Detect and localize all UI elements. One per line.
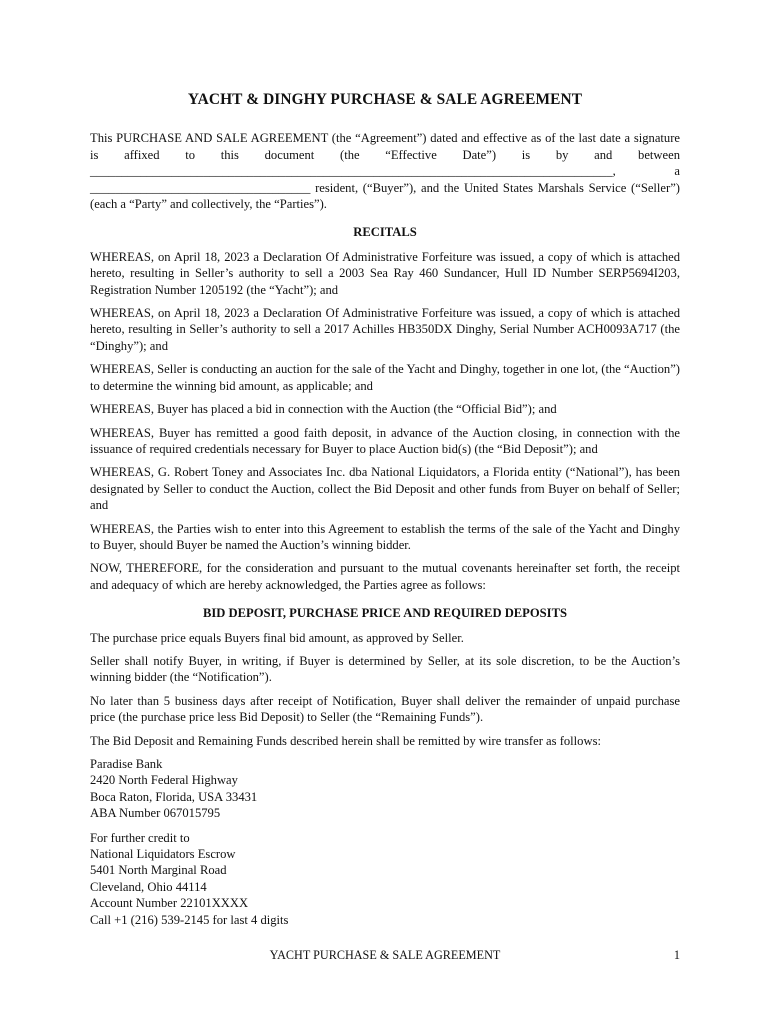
recital-paragraph: WHEREAS, G. Robert Toney and Associates Inc. dba National Liquidators, a Florida entity (“National”), has been designated by Seller to conduct the Auction, collect the Bid Deposit and other funds from Buyer on behalf of Seller; and xyxy=(90,465,680,513)
address-line: National Liquidators Escrow xyxy=(90,847,236,862)
recital-paragraph: WHEREAS, on April 18, 2023 a Declaration Of Administrative Forfeiture was issued, a copy of which is attached hereto, resulting in Seller’s authority to sell a 2003 Sea Ray 460 Sundancer, Hull ID Number SERP5694I203, Registration Number 1205192 (the “Yacht”); and xyxy=(90,249,680,297)
section-paragraph: The Bid Deposit and Remaining Funds described herein shall be remitted by wire transfer as follows: xyxy=(90,733,601,748)
address-line: Paradise Bank xyxy=(90,757,163,771)
recitals-heading: RECITALS xyxy=(353,225,417,240)
section-paragraph: No later than 5 business days after receipt of Notification, Buyer shall deliver the remainder of unpaid purchase price (the purchase price less Bid Deposit) to Seller (the “Remaining Funds”). xyxy=(90,693,680,725)
recital-paragraph: WHEREAS, the Parties wish to enter into this Agreement to establish the terms of the sale of the Yacht and Dinghy to Buyer, should Buyer be named the Auction’s winning bidder. xyxy=(90,521,680,552)
bank-address-block xyxy=(90,756,680,822)
address-line: Cleveland, Ohio 44114 xyxy=(90,879,207,894)
address-line: 2420 North Federal Highway xyxy=(90,773,238,788)
address-line: Account Number 22101XXXX xyxy=(90,896,249,911)
document-body xyxy=(90,92,680,936)
section-paragraph: The purchase price equals Buyers final bid amount, as approved by Seller. xyxy=(90,630,464,645)
recital-paragraph: WHEREAS, Buyer has placed a bid in connection with the Auction (the “Official Bid”); and xyxy=(90,402,557,417)
document-title: YACHT & DINGHY PURCHASE & SALE AGREEMENT xyxy=(187,91,583,108)
recital-paragraph: WHEREAS, on April 18, 2023 a Declaration Of Administrative Forfeiture was issued, a copy of which is attached hereto, resulting in Seller’s authority to sell a 2017 Achilles HB350DX Dinghy, Serial Number ACH0093A717 (the “Dinghy”); and xyxy=(90,306,680,353)
further-credit-block xyxy=(90,830,680,928)
intro-paragraph: This PURCHASE AND SALE AGREEMENT (the “Agreement”) dated and effective as of the last date a signature is affixed to this document (the “Effective Date”) is by and between ___________________________________________________________________________________, a ___________________________________ resident, (“Buyer”), and the United States Marshals Service (“Seller”) (each a “Party” and collectively, the “Parties”). xyxy=(90,131,680,212)
address-line: ABA Number 067015795 xyxy=(90,806,221,821)
address-line: 5401 North Marginal Road xyxy=(90,863,227,878)
recital-paragraph: WHEREAS, Buyer has remitted a good faith deposit, in advance of the Auction closing, in connection with the issuance of required credentials necessary for Buyer to place Auction bid(s) (the “Bid Deposit”); and xyxy=(90,425,680,456)
page-number: 1 xyxy=(673,948,680,962)
recital-paragraph: NOW, THEREFORE, for the consideration and pursuant to the mutual covenants hereinafter set forth, the receipt and adequacy of which are hereby acknowledged, the Parties agree as follows: xyxy=(90,561,680,592)
address-line: For further credit to xyxy=(90,830,190,845)
recital-paragraph: WHEREAS, Seller is conducting an auction for the sale of the Yacht and Dinghy, together in one lot, (the “Auction”) to determine the winning bid amount, as applicable; and xyxy=(90,362,680,393)
address-line: Call +1 (216) 539-2145 for last 4 digits xyxy=(90,912,289,927)
address-line: Boca Raton, Florida, USA 33431 xyxy=(90,789,258,804)
section-paragraph: Seller shall notify Buyer, in writing, if Buyer is determined by Seller, at its sole discretion, to be the Auction’s winning bidder (the “Notification”). xyxy=(90,653,680,685)
section-heading: BID DEPOSIT, PURCHASE PRICE AND REQUIRED DEPOSITS xyxy=(202,606,567,621)
footer-title: YACHT PURCHASE & SALE AGREEMENT xyxy=(269,948,501,962)
